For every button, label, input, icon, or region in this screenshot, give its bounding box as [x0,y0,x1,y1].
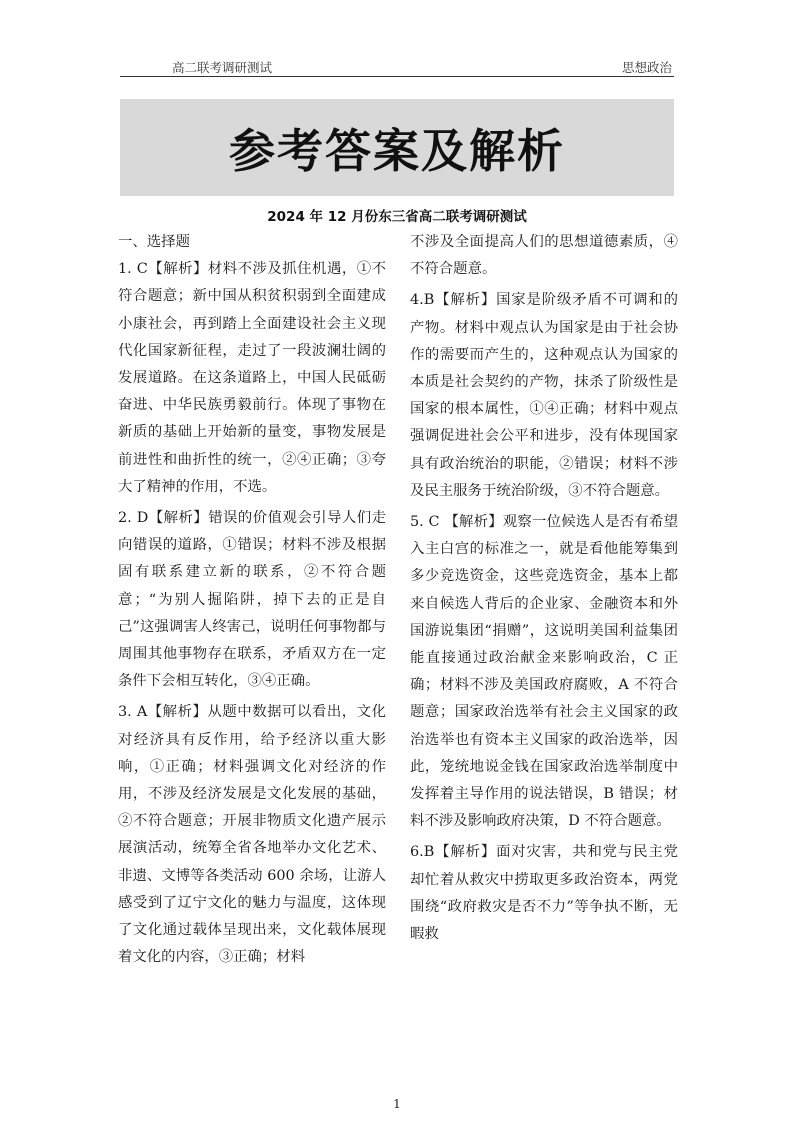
answer-1: 1. C【解析】材料不涉及抓住机遇，①不符合题意；新中国从积贫积弱到全面建成小康社会，再到踏上全面建设社会主义现代化国家新征程，走过了一段波澜壮阔的发展道路。在这条道路上，中国人民砥砺奋进、中华民族勇毅前行。体现了事物在新质的基础上开始新的量变，事物发展是前进性和曲折性的统一，②④正确；③夸大了精神的作用，不选。 [118,261,386,495]
answer-4: 4.B【解析】国家是阶级矛盾不可调和的产物。材料中观点认为国家是由于社会协作的需要而产生的，这种观点认为国家的本质是社会契约的产物，抹杀了阶级性是国家的根本属性，①④正确；材料中观点强调促进社会公平和进步，没有体现国家具有政治统治的职能，②错误；材料不涉及民主服务于统治阶级，③不符合题意。 [410,292,678,499]
page-number: 1 [393,1097,401,1111]
answer-5: 5. C 【解析】观察一位候选人是否有希望入主白宫的标准之一，就是看他能筹集到多少竞选资金，这些竞选资金，基本上都来自候选人背后的企业家、金融资本和外国游说集团“捐赠”，这说明美国利益集团能直接通过政治献金来影响政治，C 正确；材料不涉及美国政府腐败，A 不符合题意；国家政治选举有社会主义国家的政治选举也有资本主义国家的政治选举，因此，笼统地说金钱在国家政治选举制度中发挥着主导作用的说法错误，B 错误；材料不涉及影响政府决策，D 不符合题意。 [410,514,678,830]
answer-3: 3. A【解析】从题中数据可以看出，文化对经济具有反作用，给予经济以重大影响，①正确；材料强调文化对经济的作用，不涉及经济发展是文化发展的基础，②不符合题意；开展非物质文化遗产展示展演活动，统筹全省各地举办文化艺术、非遗、文博等各类活动 600 余场，让游人感受到了辽宁文化的魅力与温度，这体现了文化通过载体呈现出来，文化载体展现着文化的内容，③正确；材料 [118,704,386,966]
header-exam-name: 高二联考调研测试 [172,60,273,75]
answer-6: 6.B【解析】面对灾害，共和党与民主党却忙着从救灾中捞取更多政治资本，两党围绕“政府救灾是否不力”等争执不断，无暇救 [410,844,678,943]
exam-subtitle: 2024 年 12 月份东三省高二联考调研测试 [267,209,527,225]
title-banner [120,99,674,196]
left-column [118,229,386,975]
section-heading: 一、选择题 [118,234,190,250]
header-subject: 思想政治 [621,60,672,75]
right-column [410,229,678,952]
answer-2: 2. D【解析】错误的价值观会引导人们走向错误的道路，①错误；材料不涉及根据固有联系建立新的联系，②不符合题意；“为别人掘陷阱，掉下去的正是自己”这强调害人终害己，说明任何事物都与周围其他事物存在联系，矛盾双方在一定条件下会相互转化，③④正确。 [118,510,386,690]
answer-3-continued: 不涉及全面提高人们的思想道德素质，④不符合题意。 [410,234,678,278]
page-header [120,54,674,77]
page-title: 参考答案及解析 [229,123,565,178]
